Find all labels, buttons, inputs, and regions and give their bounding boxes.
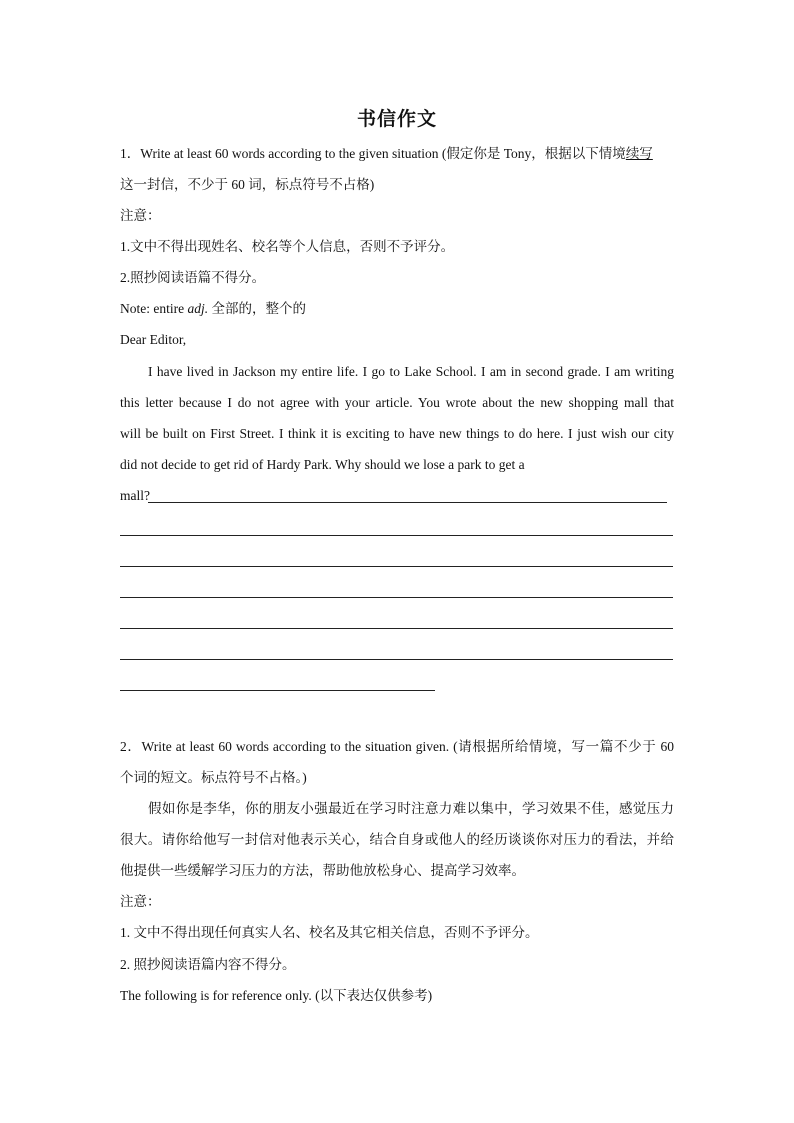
letter-line-4: did not decide to get rid of Hardy Park. Why should we lose a park to get a [120, 457, 525, 472]
letter-line-5: mall? [120, 488, 150, 503]
q2-instruction-line1: 2．Write at least 60 words according to the situation given. (请根据所给情境，写一篇不少于 60 [120, 739, 674, 754]
q2-situation-line2: 很大。请你给他写一封信对他表示关心，结合自身或他人的经历谈谈你对压力的看法，并给 [120, 832, 674, 847]
writing-line-3[interactable] [120, 566, 673, 567]
letter-line-1: I have lived in Jackson my entire life. I go to Lake School. I am in second grade. I am writing [148, 364, 674, 379]
q2-situation-line3: 他提供一些缓解学习压力的方法，帮助他放松身心、提高学习效率。 [120, 863, 525, 878]
letter-line-3: will be built on First Street. I think it is exciting to have new things to do here. I just wish our city [120, 426, 674, 441]
q1-instruction-line1 [120, 144, 674, 164]
q1-instruction-underlined: 续写 [625, 146, 653, 161]
q2-notice-label: 注意： [120, 894, 161, 909]
q2-situation-line1: 假如你是李华，你的朋友小强最近在学习时注意力难以集中，学习效果不佳，感觉压力 [148, 801, 674, 816]
q1-instruction-line2: 这一封信，不少于 60 词，标点符号不占格) [120, 177, 375, 192]
q2-rule-1: 1. 文中不得出现任何真实人名、校名及其它相关信息，否则不予评分。 [120, 925, 539, 940]
q1-instruction-text: 1．Write at least 60 words according to the given situation (假定你是 Tony，根据以下情境 [120, 146, 626, 161]
q1-vocab-note [120, 299, 674, 319]
q2-instruction-line2: 个词的短文。标点符号不占格。) [120, 770, 307, 785]
writing-line-2[interactable] [120, 535, 673, 536]
note-word: Note: entire [120, 301, 188, 316]
q1-notice-label: 注意： [120, 208, 161, 223]
note-pos: adj. [187, 301, 209, 316]
q2-reference-note: The following is for reference only. (以下表达仅供参考) [120, 988, 433, 1003]
q2-rule-2: 2. 照抄阅读语篇内容不得分。 [120, 957, 296, 972]
writing-line-1[interactable] [148, 502, 667, 503]
letter-line-2: this letter because I do not agree with your article. You wrote about the new shopping mall that [120, 395, 674, 410]
letter-salutation: Dear Editor, [120, 332, 187, 347]
writing-line-6[interactable] [120, 659, 673, 660]
writing-line-7[interactable] [120, 690, 435, 691]
note-meaning: 全部的，整个的 [208, 301, 306, 316]
q1-rule-2: 2.照抄阅读语篇不得分。 [120, 270, 266, 285]
writing-line-4[interactable] [120, 597, 673, 598]
page-title: 书信作文 [356, 109, 437, 130]
writing-line-5[interactable] [120, 628, 673, 629]
q1-rule-1: 1.文中不得出现姓名、校名等个人信息，否则不予评分。 [120, 239, 455, 254]
